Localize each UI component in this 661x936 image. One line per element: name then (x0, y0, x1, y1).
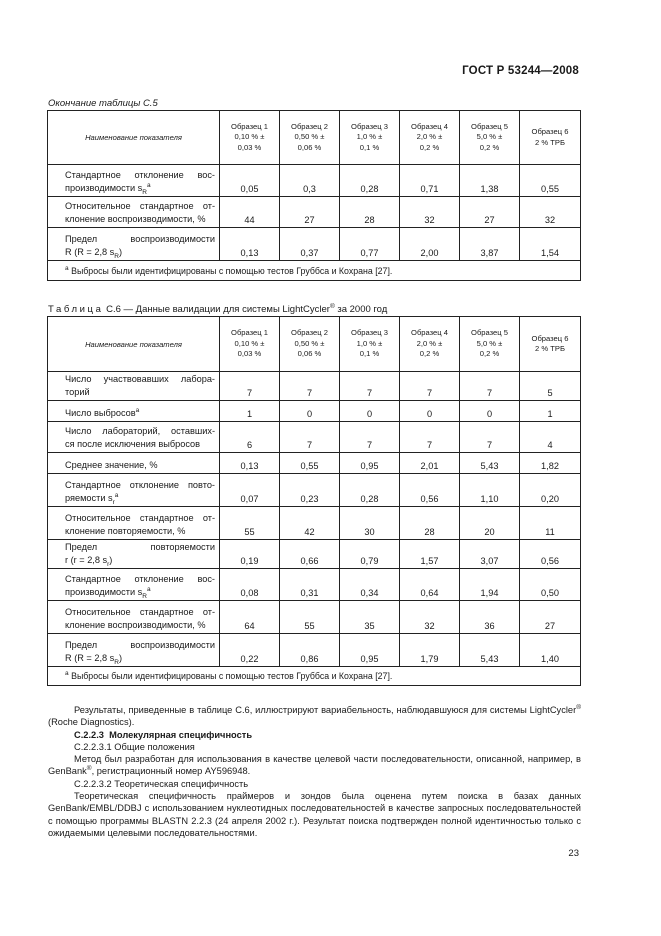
row-label-text: ся после исключения выбросов (65, 438, 201, 449)
table-row (48, 474, 581, 507)
row-label-tail: ) (109, 554, 113, 565)
footnote-ref: a (114, 491, 119, 499)
row-label-line2 (65, 554, 215, 567)
table-cell: 5 (520, 372, 581, 401)
table-cell: 2,01 (400, 453, 460, 474)
row-label-line1: Число лабораторий, оставших- (65, 426, 215, 436)
row-label-line1: Относительное стандартное от- (65, 201, 215, 211)
column-header (520, 111, 581, 165)
table-cell: 1,79 (400, 634, 460, 667)
table-cell: 0,95 (340, 453, 400, 474)
table-cell: 0,28 (340, 474, 400, 507)
paragraph-method-tail: , регистрационный номер AY596948. (91, 766, 251, 777)
table-cell: 0,23 (280, 474, 340, 507)
header-row (48, 317, 581, 372)
table2-caption-rest: C.6 — Данные валидации для системы LightCycler (106, 304, 330, 315)
column-header (520, 317, 581, 372)
paragraph-method-text: Метод был разработан для использования в качестве целевой части последовательности, описанной, например, в GenBank (48, 754, 581, 777)
row-label-text: r (r = 2,8 s (65, 554, 108, 565)
column-header-line: Образец 4 (411, 121, 448, 131)
column-header-line: 0,2 % (479, 349, 500, 359)
column-header-line: Образец 4 (411, 328, 448, 338)
table-cell: 1,82 (520, 453, 581, 474)
table-cell: 0,55 (280, 453, 340, 474)
footnote-text: Выбросы были идентифицированы с помощью тестов Груббса и Кохрана [27]. (71, 265, 393, 276)
row-label-line1: Предел воспроизводимости (65, 234, 215, 244)
row-label-line2 (65, 525, 215, 538)
column-header (340, 111, 400, 165)
table-cell: 20 (460, 507, 520, 540)
row-label-line2 (65, 459, 215, 472)
row-label-text: R (R = 2,8 s (65, 246, 115, 257)
column-header-line: Образец 1 (231, 328, 268, 338)
table1-caption: Окончание таблицы С.5 (48, 98, 158, 109)
table-cell: 7 (460, 372, 520, 401)
table-row (48, 165, 581, 197)
column-header-line: 2 % ТРБ (535, 137, 565, 147)
table-cell: 1,94 (460, 569, 520, 601)
table-cell: 0,08 (220, 569, 280, 601)
table-cell: 55 (280, 601, 340, 634)
row-label-line1: Стандартное отклонение повто- (65, 480, 215, 490)
table-cell: 7 (400, 422, 460, 453)
row-label-line1: Число участвовавших лабора- (65, 374, 215, 384)
row-label (48, 569, 220, 601)
table-cell: 0,34 (340, 569, 400, 601)
row-label (48, 474, 220, 507)
table-cell: 1,10 (460, 474, 520, 507)
table-cell: 0,95 (340, 634, 400, 667)
row-label-text: R (R = 2,8 s (65, 652, 115, 663)
table-cell: 7 (220, 372, 280, 401)
registered-mark: ® (86, 765, 92, 773)
table2 (47, 316, 581, 686)
row-label-line2 (65, 586, 215, 599)
column-header-line: 0,50 % ± (294, 338, 325, 348)
table-cell: 4 (520, 422, 581, 453)
table-cell: 0,13 (220, 453, 280, 474)
table-cell: 0,07 (220, 474, 280, 507)
paragraph-theoretical: Теоретическая специфичность праймеров и зондов была оценена путем поиска в базах данных GenBank/EMBL/DDBJ с использованием нуклеотидных последовательностей в качестве запросных последовательностей с помощью программы BLASTN 2.2.3 (24 апреля 2002 г.). Результат поиска подтвержден полной идентичностью только с ожидаемыми целевыми последовательностями. (48, 791, 581, 838)
paragraph-method (48, 753, 581, 778)
footnote-ref: a (146, 585, 151, 593)
column-header-line: 0,2 % (419, 142, 440, 152)
table-cell: 0,19 (220, 540, 280, 569)
column-header-line: 0,2 % (479, 142, 500, 152)
section-number: С.2.2.3 (74, 729, 104, 740)
column-header-line: 5,0 % ± (476, 132, 503, 142)
footnote-ref: a (146, 181, 151, 189)
header-row (48, 111, 581, 165)
table-cell: 64 (220, 601, 280, 634)
column-header (400, 111, 460, 165)
table-cell: 35 (340, 601, 400, 634)
column-header-line: Образец 6 (531, 127, 569, 136)
row-label (48, 197, 220, 228)
table2-caption-prefix: Таблица (48, 304, 104, 315)
column-header-line: Образец 3 (351, 121, 388, 131)
table-cell: 32 (520, 197, 581, 228)
column-header-line: 1,0 % ± (356, 132, 383, 142)
column-header-line: 1,0 % ± (356, 338, 383, 348)
table1 (47, 110, 581, 281)
column-header-line: Образец 5 (471, 121, 508, 131)
table-cell: 55 (220, 507, 280, 540)
footnote-row (48, 667, 581, 686)
column-header-line: Образец 2 (291, 328, 328, 338)
row-label-subscript: R (114, 658, 119, 666)
table-cell: 0,50 (520, 569, 581, 601)
column-header-line: Образец 5 (471, 328, 508, 338)
table-cell: 1,57 (400, 540, 460, 569)
column-header-line: 0,03 % (237, 142, 262, 152)
table-cell: 11 (520, 507, 581, 540)
registered-mark: ® (329, 302, 335, 310)
page-number: 23 (568, 848, 579, 859)
column-header-line: 2 % ТРБ (535, 344, 565, 353)
table-cell: 7 (280, 372, 340, 401)
table-cell: 27 (280, 197, 340, 228)
row-label-line1: Стандартное отклонение вос- (65, 574, 215, 584)
table-cell: 7 (340, 372, 400, 401)
table-cell: 1 (220, 401, 280, 422)
table-row (48, 197, 581, 228)
row-label-text: клонение повторяемости, % (65, 525, 186, 536)
table-cell: 0,05 (220, 165, 280, 197)
row-label (48, 634, 220, 667)
table-row (48, 540, 581, 569)
table-cell: 36 (460, 601, 520, 634)
table-cell: 0 (460, 401, 520, 422)
table-cell: 44 (220, 197, 280, 228)
row-label-subscript: R (114, 252, 119, 260)
table-cell: 0,56 (520, 540, 581, 569)
column-header (460, 111, 520, 165)
table-cell: 27 (520, 601, 581, 634)
table-cell: 0,20 (520, 474, 581, 507)
row-label (48, 422, 220, 453)
column-header-line: 2,0 % ± (416, 132, 443, 142)
column-header-line: Образец 3 (351, 328, 388, 338)
row-label (48, 453, 220, 474)
registered-mark: ® (576, 703, 581, 711)
table-cell: 0,56 (400, 474, 460, 507)
column-header-line: Образец 1 (231, 121, 268, 131)
table-cell: 0,3 (280, 165, 340, 197)
row-label-line2 (65, 407, 215, 420)
row-label-line2 (65, 619, 215, 632)
row-label (48, 401, 220, 422)
row-label-text: клонение воспроизводимости, % (65, 213, 206, 224)
table-cell: 3,87 (460, 228, 520, 261)
column-header-line: 0,50 % ± (294, 132, 325, 142)
table-cell: 0 (340, 401, 400, 422)
row-label-tail: ) (118, 652, 123, 663)
row-label-subscript: r (107, 560, 110, 568)
table-cell: 6 (220, 422, 280, 453)
row-label-line2 (65, 652, 215, 665)
table-cell: 0,71 (400, 165, 460, 197)
column-header (220, 111, 280, 165)
row-label-text: производимости s (65, 586, 143, 597)
table-cell: 7 (280, 422, 340, 453)
footnote-text: Выбросы были идентифицированы с помощью тестов Груббса и Кохрана [27]. (71, 671, 393, 681)
footnote-row (48, 261, 581, 281)
table-cell: 42 (280, 507, 340, 540)
column-header-line: 0,03 % (237, 349, 262, 359)
table-cell: 0,66 (280, 540, 340, 569)
table-cell: 5,43 (460, 634, 520, 667)
table-cell: 7 (460, 422, 520, 453)
table-cell: 0,64 (400, 569, 460, 601)
table-row (48, 507, 581, 540)
table-cell: 0,13 (220, 228, 280, 261)
row-label (48, 165, 220, 197)
table-cell: 1 (520, 401, 581, 422)
table-row (48, 372, 581, 401)
table-row (48, 634, 581, 667)
column-header-line: Образец 6 (531, 333, 569, 343)
table-row (48, 601, 581, 634)
row-label-line2 (65, 213, 215, 226)
column-header-line: 0,10 % ± (234, 132, 265, 142)
body-text (48, 704, 581, 839)
table-cell: 7 (340, 422, 400, 453)
row-label-line1: Относительное стандартное от- (65, 513, 215, 523)
column-header-line: 0,1 % (359, 142, 380, 152)
row-label (48, 540, 220, 569)
row-label-subscript: R (142, 188, 147, 196)
row-label-subscript: R (142, 592, 147, 600)
footnote-ref: a (135, 406, 140, 414)
table-cell: 1,54 (520, 228, 581, 261)
table-cell: 0,31 (280, 569, 340, 601)
table-footnote (48, 667, 581, 686)
table-row (48, 569, 581, 601)
table-cell: 0,77 (340, 228, 400, 261)
table-row (48, 401, 581, 422)
row-label-line2 (65, 492, 215, 505)
header-label: Наименование показателя (48, 111, 220, 165)
table-cell: 0,37 (280, 228, 340, 261)
paragraph-results-text: Результаты, приведенные в таблице С.6, иллюстрируют вариабельность, наблюдавшуюся для системы LightCycler (74, 705, 577, 715)
row-label-line1: Относительное стандартное от- (65, 607, 215, 617)
row-label (48, 372, 220, 401)
table-cell: 32 (400, 197, 460, 228)
table-cell: 0,86 (280, 634, 340, 667)
table-cell: 28 (400, 507, 460, 540)
row-label-line1: Предел повторяемости (65, 542, 215, 552)
section-heading (48, 729, 581, 741)
column-header (280, 111, 340, 165)
table-row (48, 453, 581, 474)
row-label (48, 601, 220, 634)
row-label-line1: Стандартное отклонение вос- (65, 170, 215, 180)
table-cell: 0,79 (340, 540, 400, 569)
column-header-line: 0,2 % (419, 349, 440, 359)
row-label-line2 (65, 386, 215, 399)
table-cell: 0 (400, 401, 460, 422)
table-cell: 7 (400, 372, 460, 401)
row-label-line1: Предел воспроизводимости (65, 640, 215, 650)
table-cell: 5,43 (460, 453, 520, 474)
paragraph-results (48, 704, 581, 729)
column-header-line: Образец 2 (291, 121, 328, 131)
table-cell: 0,22 (220, 634, 280, 667)
column-header (400, 317, 460, 372)
paragraph-results-tail: (Roche Diagnostics). (48, 717, 135, 728)
section-title: Молекулярная специфичность (109, 729, 253, 740)
row-label-line2 (65, 246, 215, 259)
footnote-mark: a (65, 670, 69, 678)
table-cell: 30 (340, 507, 400, 540)
table-cell: 32 (400, 601, 460, 634)
row-label-text: производимости s (65, 182, 143, 193)
row-label-text: ряемости s (65, 492, 113, 503)
column-header (220, 317, 280, 372)
table-footnote (48, 261, 581, 281)
table-row (48, 228, 581, 261)
row-label-subscript: r (112, 498, 115, 506)
subsection-general: С.2.2.3.1 Общие положения (74, 741, 195, 752)
column-header-line: 5,0 % ± (476, 338, 503, 348)
row-label-text: Среднее значение, % (65, 459, 158, 470)
row-label-tail: ) (118, 246, 123, 257)
table-row (48, 422, 581, 453)
header-label: Наименование показателя (48, 317, 220, 372)
row-label-line2 (65, 438, 215, 451)
column-header (280, 317, 340, 372)
table-cell: 0,28 (340, 165, 400, 197)
row-label-text: торий (65, 386, 90, 397)
table-cell: 0 (280, 401, 340, 422)
row-label-line2 (65, 182, 215, 195)
table-cell: 27 (460, 197, 520, 228)
row-label (48, 228, 220, 261)
table-cell: 3,07 (460, 540, 520, 569)
table-cell: 1,38 (460, 165, 520, 197)
table-cell: 1,40 (520, 634, 581, 667)
column-header (340, 317, 400, 372)
column-header-line: 0,06 % (297, 142, 322, 152)
table2-caption-end: за 2000 год (334, 304, 388, 315)
table-cell: 0,55 (520, 165, 581, 197)
column-header-line: 0,1 % (359, 349, 380, 359)
row-label-text: Число выбросов (65, 407, 136, 418)
table2-caption (48, 304, 387, 315)
standard-code: ГОСТ Р 53244—2008 (462, 65, 579, 77)
column-header (460, 317, 520, 372)
subsection-theoretical: С.2.2.3.2 Теоретическая специфичность (74, 778, 249, 789)
row-label-text: клонение воспроизводимости, % (65, 619, 206, 630)
footnote-mark: a (65, 264, 69, 272)
column-header-line: 2,0 % ± (416, 338, 443, 348)
row-label (48, 507, 220, 540)
column-header-line: 0,10 % ± (234, 338, 265, 348)
table-cell: 2,00 (400, 228, 460, 261)
table-cell: 28 (340, 197, 400, 228)
column-header-line: 0,06 % (297, 349, 322, 359)
